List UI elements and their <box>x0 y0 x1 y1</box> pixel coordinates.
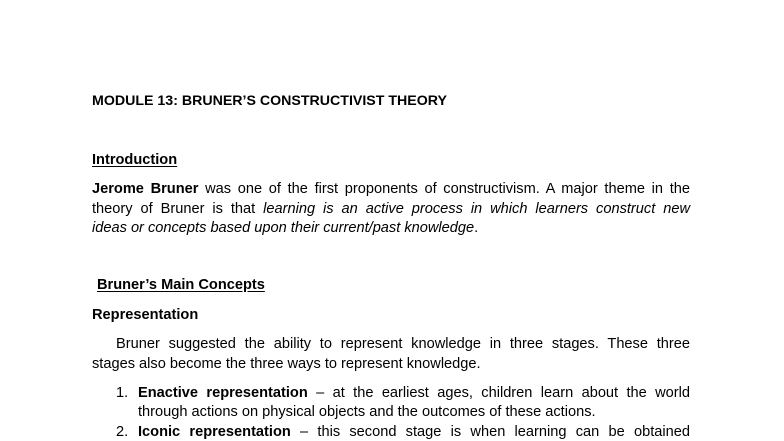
list-item-1-line-1-text: – at the earliest ages, children learn about the world <box>307 385 690 401</box>
enactive-term: Enactive representation <box>138 385 308 401</box>
intro-line-1 <box>92 181 690 197</box>
list-item-1-line-2: through actions on physical objects and the outcomes of these actions. <box>138 404 596 420</box>
introduction-heading: Introduction <box>92 152 178 168</box>
representation-heading: Representation <box>92 307 199 323</box>
list-number-2: 2. <box>116 424 129 440</box>
list-item-2-line-1 <box>138 424 690 440</box>
representation-para-line-2: stages also become the three ways to represent knowledge. <box>92 356 481 372</box>
list-item-1-line-1 <box>138 385 690 401</box>
intro-line-1-text: was one of the first proponents of constructivism. A major theme in the <box>198 181 690 197</box>
iconic-term: Iconic representation <box>138 424 291 440</box>
bruner-name: Jerome Bruner <box>92 181 199 197</box>
intro-line-3-italic: ideas or concepts based upon their current/past knowledge <box>92 220 475 236</box>
list-number-1: 1. <box>116 385 129 401</box>
intro-line-2-italic: learning is an active process in which learners construct new <box>263 201 690 217</box>
intro-line-3-end: . <box>474 220 479 236</box>
intro-line-2-text: theory of Bruner is that <box>92 201 264 217</box>
page-title: MODULE 13: BRUNER’S CONSTRUCTIVIST THEORY <box>92 93 447 109</box>
intro-line-3 <box>92 220 690 236</box>
list-item-2-line-1-text: – this second stage is when learning can be obtained <box>290 424 690 440</box>
representation-para-line-1: Bruner suggested the ability to represent knowledge in three stages. These three <box>116 336 690 352</box>
intro-line-2 <box>92 201 690 217</box>
main-concepts-heading: Bruner’s Main Concepts <box>97 277 265 293</box>
